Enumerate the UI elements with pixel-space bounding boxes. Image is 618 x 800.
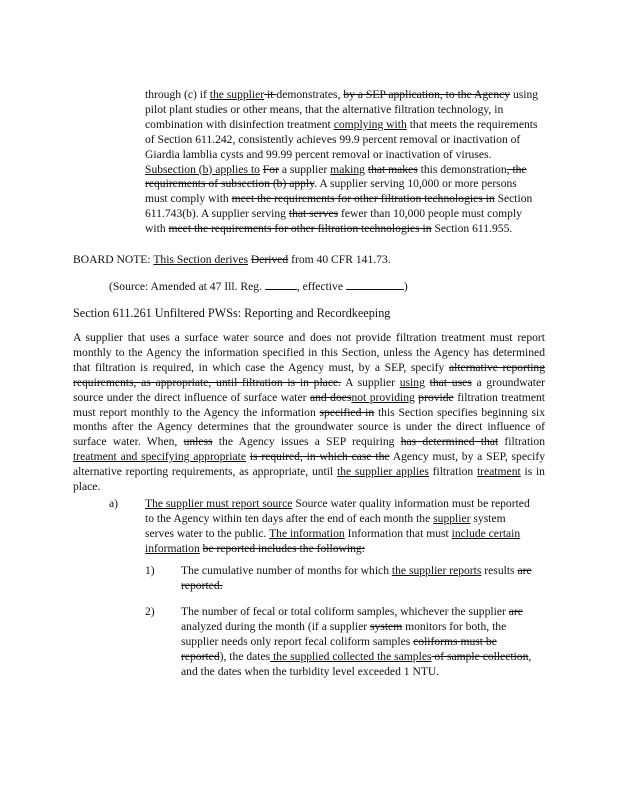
inserted-text: The supplier must report source bbox=[145, 497, 293, 510]
text: is in place. bbox=[73, 465, 545, 494]
text: that meets the requirements of Section 611.242, consistently achieves 99.9 percent removal or inactivation of Giardia lamblia cysts and 99.99 percent removal or inactivation of viruses. bbox=[145, 117, 538, 161]
item-a-label: a) bbox=[109, 497, 119, 510]
inserted-text: not providing bbox=[351, 390, 415, 404]
text: demonstrates, bbox=[276, 88, 344, 101]
text: monitors for both, the supplier needs only report fecal coliform samples bbox=[181, 619, 507, 648]
inserted-text: the supplier bbox=[209, 88, 265, 101]
deleted-text: alternative reporting requirements, as appropriate, until filtration is in place. bbox=[73, 360, 546, 389]
text: ), the dates bbox=[219, 649, 271, 663]
deleted-text: has determined that bbox=[400, 435, 499, 449]
text: . A supplier serving 10,000 or more persons must comply with bbox=[145, 177, 517, 206]
deleted-text: meet the requirements for other filtration technologies in bbox=[231, 192, 495, 206]
text: Agency must, by a SEP, specify alternative reporting requirements, as appropriate, until bbox=[73, 450, 545, 479]
text: this Section specifies beginning six months after the Agency determines that the groundwater source is under the direct influence of surface water. When, bbox=[73, 405, 546, 449]
text: a groundwater source under the direct influence of surface water bbox=[73, 375, 546, 404]
text: , effective bbox=[296, 280, 346, 293]
deleted-text: Derived bbox=[250, 253, 289, 266]
inserted-text: include certain information bbox=[145, 526, 521, 555]
inserted-text: complying with bbox=[333, 117, 407, 131]
deleted-text: , the requirements of subsection (b) apply bbox=[145, 162, 527, 191]
section-heading: Section 611.261 Unfiltered PWSs: Reporting and Recordkeeping bbox=[73, 306, 391, 320]
text: A supplier bbox=[341, 375, 400, 389]
inserted-text: This Section derives bbox=[153, 253, 248, 266]
inserted-text: The information bbox=[269, 526, 345, 540]
board-note bbox=[73, 253, 543, 268]
text: Section 611.955. bbox=[431, 222, 513, 236]
intro-paragraph bbox=[145, 88, 540, 237]
section-body bbox=[73, 331, 545, 495]
deleted-text: that makes bbox=[367, 162, 418, 176]
text: analyzed during the month (if a supplier bbox=[181, 619, 370, 633]
text: fewer than 10,000 people must comply with bbox=[145, 207, 522, 236]
inserted-text: making bbox=[330, 162, 365, 176]
text: ) bbox=[403, 280, 408, 293]
inserted-text: treatment and specifying appropriate bbox=[73, 450, 246, 464]
source-note bbox=[109, 279, 539, 295]
deleted-text: meet the requirements for other filtration technologies in bbox=[168, 222, 432, 236]
deleted-text: that uses bbox=[429, 375, 472, 389]
text: Source water quality information must be reported to the Agency within ten days after the end of each month the bbox=[145, 497, 530, 525]
deleted-text: that serves bbox=[288, 207, 339, 221]
deleted-text: is required, in which case the bbox=[249, 450, 390, 464]
inserted-text: treatment bbox=[476, 465, 521, 479]
item-2-text bbox=[181, 605, 536, 680]
text: filtration bbox=[428, 465, 477, 479]
deleted-text: and does bbox=[309, 390, 352, 404]
text: filtration bbox=[498, 435, 545, 449]
item-1-label: 1) bbox=[145, 564, 155, 577]
deleted-text: are bbox=[508, 605, 523, 618]
text: A supplier that uses a surface water source and does not provide filtration treatment must report monthly to the Agency the information specified in this Section, unless the Agency has determined that filtration is required, in which case the Agency must, by a SEP, specify bbox=[73, 331, 545, 374]
text: filtration treatment must report monthly to the Agency the information bbox=[73, 390, 546, 419]
text: system serves water to the public. bbox=[145, 511, 506, 540]
text: The cumulative number of months for which bbox=[181, 564, 392, 577]
deleted-text: it bbox=[264, 88, 277, 101]
deleted-text: specified in bbox=[319, 405, 375, 419]
deleted-text: coliforms must be reported bbox=[181, 634, 497, 663]
text: through (c) if bbox=[145, 88, 210, 101]
text: results bbox=[481, 564, 518, 577]
inserted-text: supplier bbox=[433, 511, 471, 525]
text: using pilot plant studies or other means, that the alternative filtration technology, in combination with disinfection treatment bbox=[145, 88, 539, 131]
reg-blank bbox=[265, 279, 297, 290]
deleted-text: of sample collection bbox=[431, 649, 529, 663]
text: from 40 CFR 141.73. bbox=[288, 253, 391, 266]
text: a supplier bbox=[278, 162, 331, 176]
item-2-label: 2) bbox=[145, 605, 155, 618]
effective-blank bbox=[346, 279, 404, 290]
deleted-text: unless bbox=[183, 435, 213, 449]
text: BOARD NOTE: bbox=[73, 253, 154, 266]
inserted-text: using bbox=[399, 375, 425, 389]
item-1-text bbox=[181, 564, 534, 594]
deleted-text: are reported. bbox=[181, 564, 532, 592]
text: this demonstration bbox=[417, 162, 507, 176]
text: Section 611.743(b). A supplier serving bbox=[145, 192, 533, 221]
inserted-text: the supplier reports bbox=[391, 564, 482, 577]
deleted-text: be reported includes the following: bbox=[202, 541, 365, 555]
inserted-text: Subsection (b) applies to bbox=[145, 162, 260, 176]
deleted-text: by a SEP application, to the Agency bbox=[343, 88, 511, 101]
inserted-text: the supplier applies bbox=[336, 465, 429, 479]
inserted-text: the supplied collected the samples bbox=[270, 649, 432, 663]
text: (Source: Amended at 47 Ill. Reg. bbox=[109, 280, 265, 293]
text: The number of fecal or total coliform samples, whichever the supplier bbox=[181, 605, 509, 618]
text: the Agency issues a SEP requiring bbox=[212, 435, 401, 449]
deleted-text: For bbox=[262, 162, 279, 176]
text: Information that must bbox=[344, 526, 452, 540]
deleted-text: system bbox=[370, 619, 403, 633]
deleted-text: provide bbox=[418, 390, 454, 404]
item-a-text bbox=[145, 497, 537, 557]
text: , and the dates when the turbidity level exceeded 1 NTU. bbox=[181, 649, 532, 678]
